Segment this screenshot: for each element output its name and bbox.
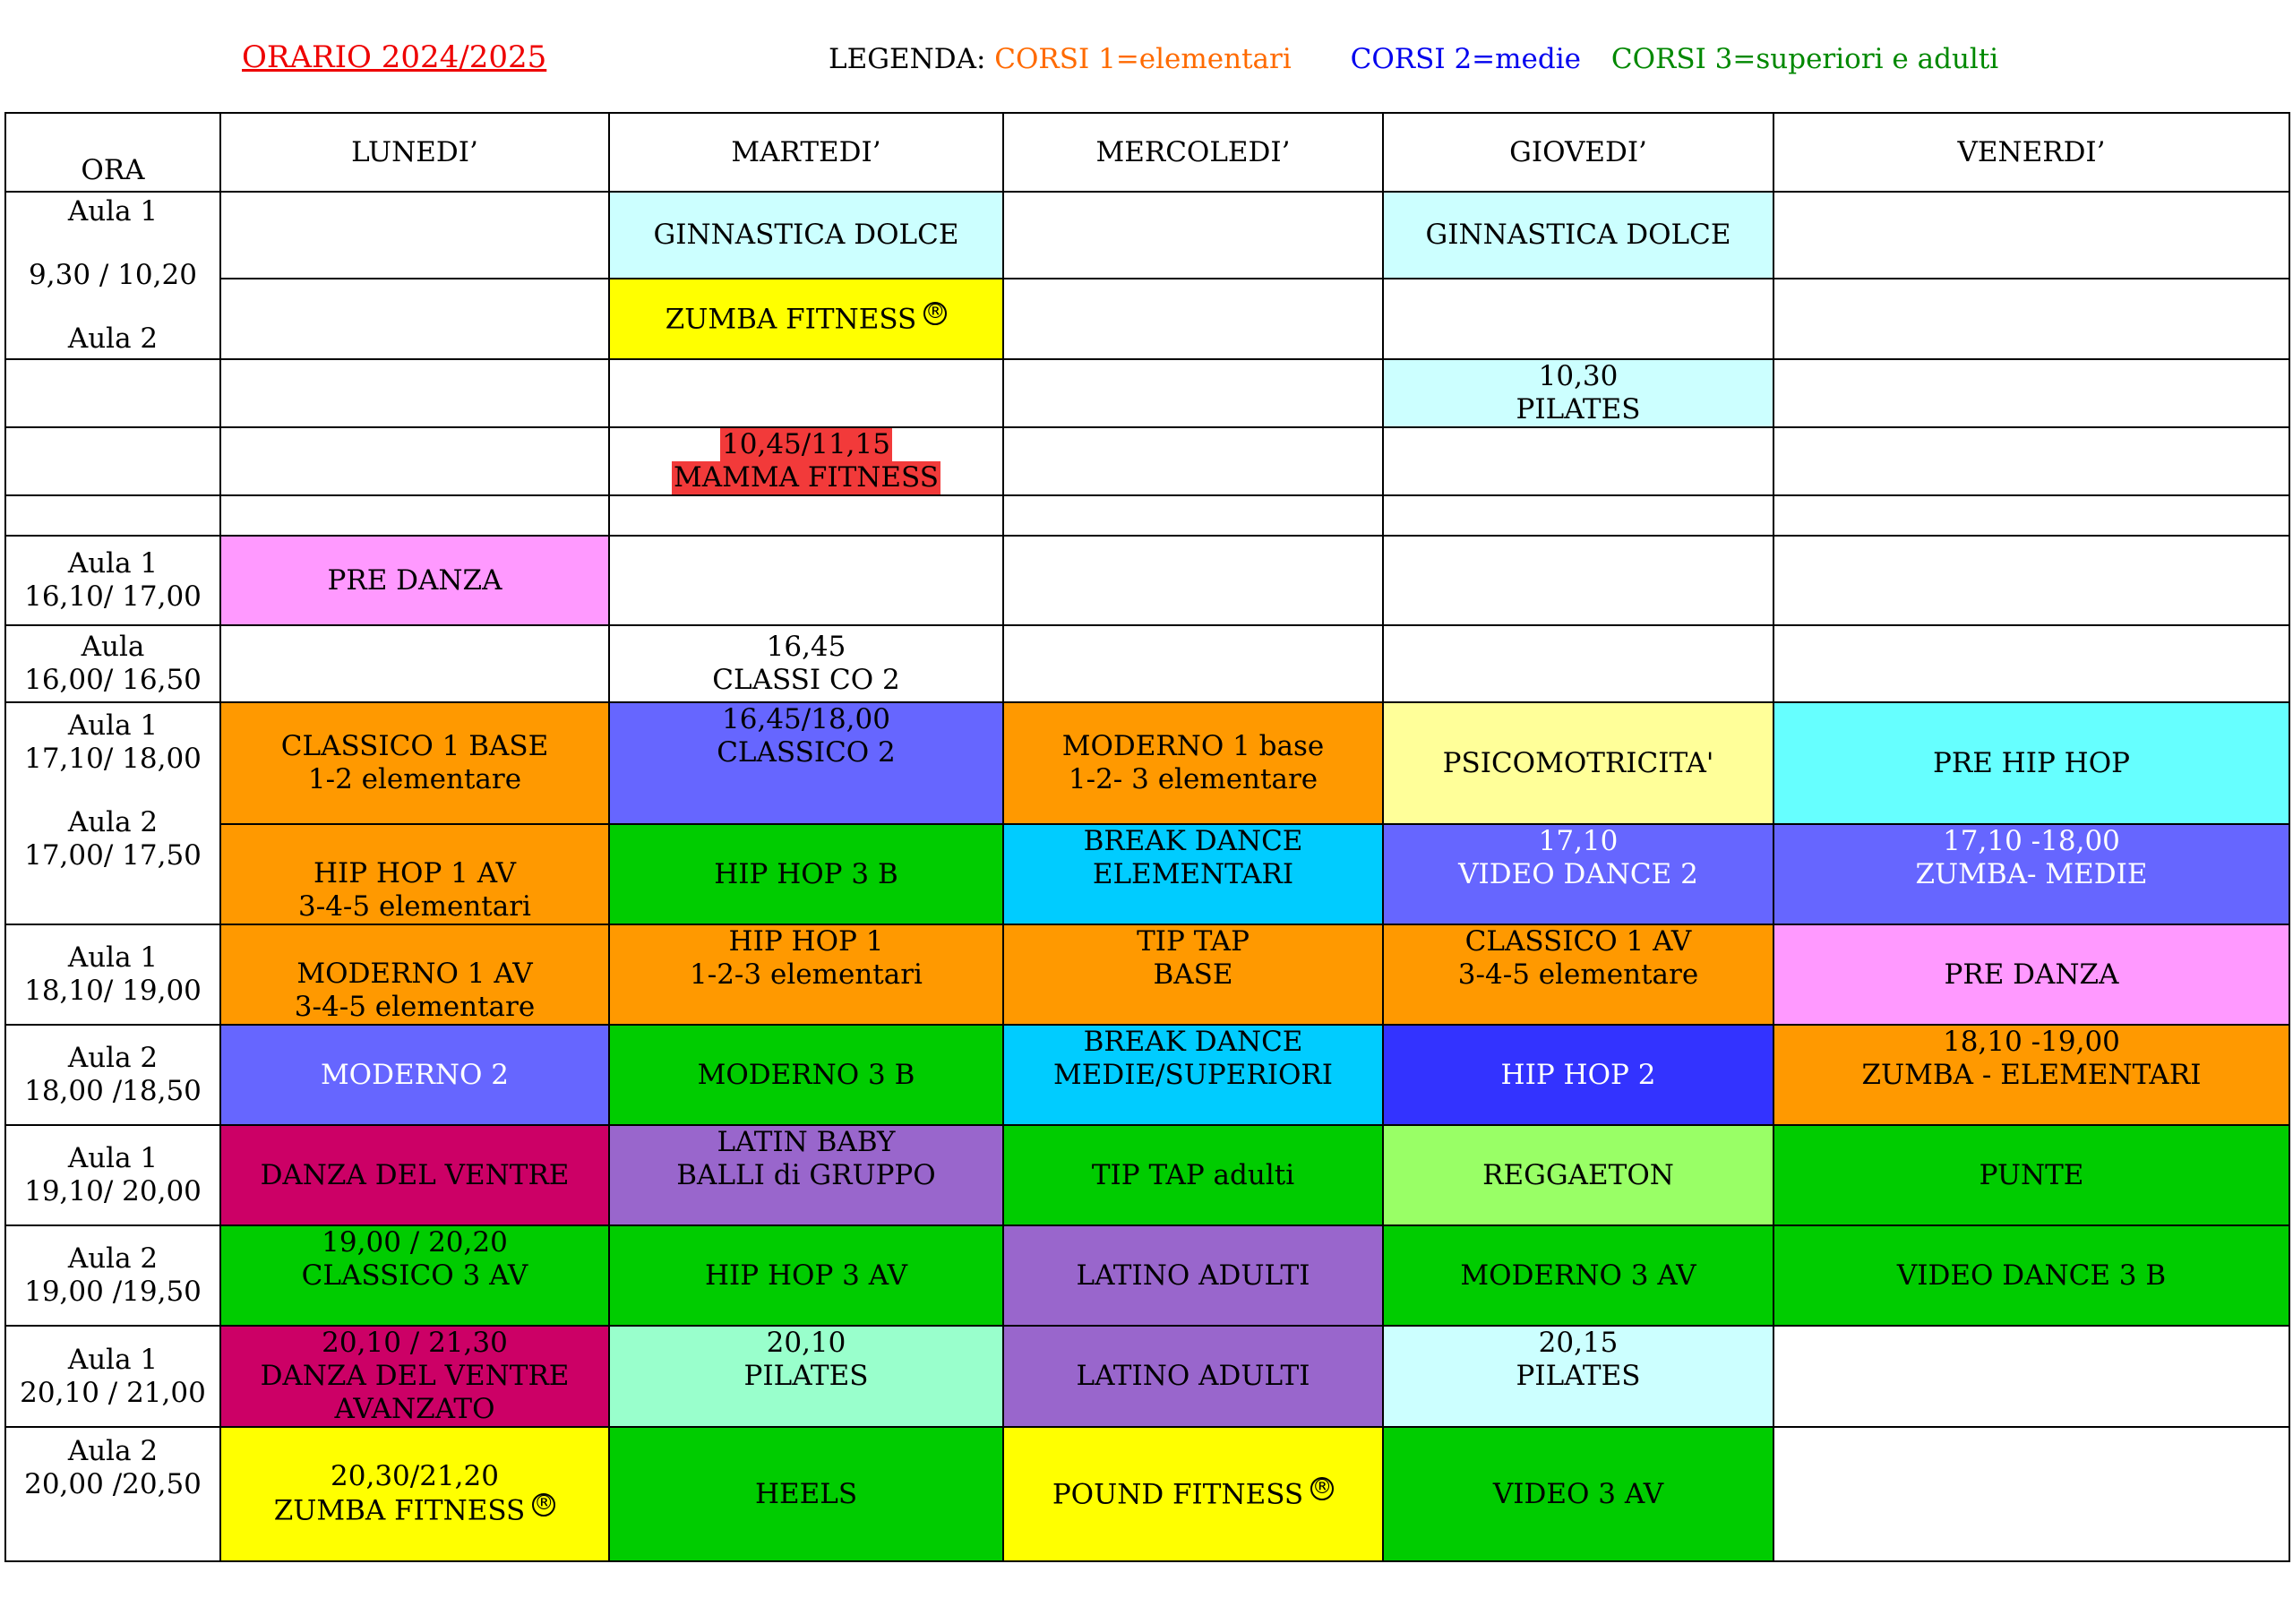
header: [0, 34, 2293, 88]
table-row: [5, 359, 2289, 427]
time-cell: [5, 536, 220, 625]
course-cell: PRE HIP HOP: [1773, 702, 2289, 824]
time-label: 17,10/ 18,00: [24, 743, 202, 775]
empty-cell: [1003, 536, 1383, 625]
timetable: [4, 112, 2290, 1562]
course-cell: [1003, 1025, 1383, 1125]
course-cell: [1003, 824, 1383, 924]
empty-cell: [220, 359, 609, 427]
course-cell: [1773, 824, 2289, 924]
empty-cell: [1003, 192, 1383, 279]
course-level: AVANZATO: [334, 1393, 495, 1425]
time-cell: [5, 1326, 220, 1427]
course-name: ZUMBA- MEDIE: [1915, 858, 2148, 890]
course-cell: REGGAETON: [1383, 1125, 1773, 1225]
course-cell: [1003, 924, 1383, 1025]
course-cell: [609, 1326, 1003, 1427]
time-cell: [5, 1427, 220, 1561]
time-cell: [5, 702, 220, 924]
time-label: Aula 1: [67, 1343, 159, 1376]
course-time: 16,45: [766, 631, 846, 663]
empty-cell: [609, 359, 1003, 427]
col-header-lunedi: LUNEDI’: [220, 113, 609, 192]
empty-cell: [1003, 427, 1383, 495]
course-cell: PRE DANZA: [1773, 924, 2289, 1025]
course-cell: VIDEO DANCE 3 B: [1773, 1225, 2289, 1326]
empty-cell: [1773, 625, 2289, 702]
empty-cell: [1773, 1326, 2289, 1427]
table-row: [5, 924, 2289, 1025]
table-row: [5, 279, 2289, 359]
course-name: ZUMBA - ELEMENTARI: [1861, 1059, 2202, 1091]
course-name: BREAK DANCE: [1083, 1026, 1303, 1058]
course-time: 20,15: [1538, 1327, 1619, 1359]
time-label: Aula 2: [67, 1435, 159, 1467]
course-name: POUND FITNESS: [1052, 1478, 1304, 1511]
time-label: 16,00/ 16,50: [24, 664, 202, 696]
empty-cell: [220, 625, 609, 702]
course-cell: [609, 625, 1003, 702]
table-row: [5, 824, 2289, 924]
course-name: CLASSICO 2: [717, 736, 896, 769]
course-cell: [1383, 359, 1773, 427]
course-cell: MODERNO 3 B: [609, 1025, 1003, 1125]
course-cell: [609, 702, 1003, 824]
empty-cell: [1003, 359, 1383, 427]
empty-cell: [1383, 279, 1773, 359]
course-name: BREAK DANCE: [1083, 825, 1303, 857]
course-time: 17,10 -18,00: [1943, 825, 2120, 857]
course-cell: [609, 1125, 1003, 1225]
course-level: MEDIE/SUPERIORI: [1053, 1059, 1333, 1091]
time-cell: [5, 625, 220, 702]
course-name: HIP HOP 1 AV: [313, 857, 516, 889]
legend-corsi-3: CORSI 3=superiori e adulti: [1610, 43, 1999, 75]
course-cell: LATINO ADULTI: [1003, 1326, 1383, 1427]
course-cell: LATINO ADULTI: [1003, 1225, 1383, 1326]
course-cell: DANZA DEL VENTRE: [220, 1125, 609, 1225]
time-label: Aula 1: [67, 1142, 159, 1174]
course-cell: PUNTE: [1773, 1125, 2289, 1225]
course-name: MAMMA FITNESS: [674, 461, 939, 494]
course-cell: [1003, 702, 1383, 824]
course-cell: MODERNO 3 AV: [1383, 1225, 1773, 1326]
course-name: PILATES: [1516, 393, 1641, 425]
time-label: Aula 2: [67, 806, 159, 838]
course-cell: [1003, 1427, 1383, 1561]
legend-label: LEGENDA:: [829, 43, 986, 75]
empty-cell: [1773, 1427, 2289, 1561]
course-cell: HIP HOP 2: [1383, 1025, 1773, 1125]
table-row: [5, 1326, 2289, 1427]
course-name: PILATES: [1516, 1360, 1641, 1392]
empty-cell: [220, 192, 609, 279]
course-cell: HEELS: [609, 1427, 1003, 1561]
table-row: [5, 1225, 2289, 1326]
course-name: LATIN BABY: [717, 1126, 896, 1158]
course-time: 20,10 / 21,30: [322, 1327, 508, 1359]
table-row: [5, 536, 2289, 625]
time-label: Aula 1: [67, 941, 159, 974]
course-cell: [220, 702, 609, 824]
table-row: [5, 1427, 2289, 1561]
course-name: MODERNO 1 AV: [296, 958, 533, 990]
empty-cell: [1773, 359, 2289, 427]
course-cell: [609, 279, 1003, 359]
empty-cell: [1003, 495, 1383, 536]
course-time: 18,10 -19,00: [1943, 1026, 2120, 1058]
table-row: [5, 1025, 2289, 1125]
course-name: DANZA DEL VENTRE: [260, 1360, 570, 1392]
course-name: ZUMBA FITNESS: [273, 1494, 526, 1527]
time-label: Aula 1: [67, 195, 159, 228]
empty-cell: [1383, 427, 1773, 495]
time-label: 18,00 /18,50: [24, 1075, 202, 1107]
empty-cell: [220, 279, 609, 359]
course-cell: PSICOMOTRICITA': [1383, 702, 1773, 824]
empty-cell: [1383, 495, 1773, 536]
course-cell: TIP TAP adulti: [1003, 1125, 1383, 1225]
legend: [829, 43, 1998, 75]
course-level: ELEMENTARI: [1092, 858, 1294, 890]
course-time: 10,30: [1538, 360, 1619, 392]
time-cell: [5, 1025, 220, 1125]
empty-cell: [1773, 192, 2289, 279]
time-cell: [5, 1225, 220, 1326]
table-row: [5, 495, 2289, 536]
course-cell: [1383, 824, 1773, 924]
course-name: BALLI di GRUPPO: [676, 1159, 936, 1191]
course-cell: GINNASTICA DOLCE: [609, 192, 1003, 279]
course-time: 19,00 / 20,20: [322, 1226, 508, 1259]
time-label: 20,10 / 21,00: [20, 1376, 206, 1409]
registered-icon: ®: [1312, 1475, 1333, 1499]
empty-cell: [1383, 625, 1773, 702]
course-name: CLASSICO 3 AV: [301, 1259, 528, 1292]
time-label: 20,00 /20,50: [24, 1468, 202, 1500]
course-cell: HIP HOP 3 AV: [609, 1225, 1003, 1326]
empty-cell: [609, 536, 1003, 625]
course-level: 3-4-5 elementare: [294, 991, 536, 1023]
course-cell: [1383, 924, 1773, 1025]
time-cell: [5, 192, 220, 359]
course-name: CLASSICO 1 AV: [1464, 925, 1692, 958]
course-cell: VIDEO 3 AV: [1383, 1427, 1773, 1561]
course-name: CLASSI CO 2: [712, 664, 900, 696]
page-title: ORARIO 2024/2025: [242, 39, 547, 75]
course-cell: [220, 924, 609, 1025]
course-name: VIDEO DANCE 2: [1458, 858, 1698, 890]
course-cell: [609, 924, 1003, 1025]
course-time: 16,45/18,00: [722, 703, 890, 735]
legend-corsi-1: CORSI 1=elementari: [994, 43, 1292, 75]
empty-cell: [1773, 536, 2289, 625]
time-label: Aula: [81, 631, 145, 663]
time-label: 19,10/ 20,00: [24, 1175, 202, 1207]
course-cell: [220, 1225, 609, 1326]
col-header-giovedi: GIOVEDI’: [1383, 113, 1773, 192]
course-time: 17,10: [1538, 825, 1619, 857]
table-row: [5, 192, 2289, 279]
time-label: 16,10/ 17,00: [24, 580, 202, 613]
time-cell: [5, 924, 220, 1025]
empty-cell: [220, 495, 609, 536]
table-row: [5, 427, 2289, 495]
empty-cell: [1003, 279, 1383, 359]
empty-cell: [1773, 427, 2289, 495]
legend-corsi-2: CORSI 2=medie: [1350, 43, 1581, 75]
course-name: TIP TAP: [1137, 925, 1250, 958]
time-label: Aula 2: [67, 1042, 159, 1074]
time-label: 18,10/ 19,00: [24, 975, 202, 1007]
course-cell: GINNASTICA DOLCE: [1383, 192, 1773, 279]
course-name: PILATES: [743, 1360, 869, 1392]
empty-cell: [609, 495, 1003, 536]
time-label: 19,00 /19,50: [24, 1276, 202, 1308]
course-cell: [220, 824, 609, 924]
empty-cell: [1773, 279, 2289, 359]
course-level: 1-2- 3 elementare: [1068, 763, 1318, 795]
empty-cell: [5, 359, 220, 427]
time-label: 9,30 / 10,20: [29, 259, 197, 291]
col-header-martedi: MARTEDI’: [609, 113, 1003, 192]
col-header-ora: ORA: [5, 113, 220, 192]
course-cell: PRE DANZA: [220, 536, 609, 625]
course-cell: MODERNO 2: [220, 1025, 609, 1125]
course-cell: HIP HOP 3 B: [609, 824, 1003, 924]
course-level: 1-2-3 elementari: [690, 958, 923, 991]
empty-cell: [220, 427, 609, 495]
registered-icon: ®: [925, 300, 946, 323]
registered-icon: ®: [534, 1492, 554, 1516]
table-row: [5, 625, 2289, 702]
course-cell: [1773, 1025, 2289, 1125]
course-time: 10,45/11,15: [722, 428, 890, 460]
empty-cell: [5, 427, 220, 495]
course-level: 3-4-5 elementare: [1457, 958, 1699, 991]
course-cell: [1383, 1326, 1773, 1427]
empty-cell: [1003, 625, 1383, 702]
course-time: 20,10: [766, 1327, 846, 1359]
course-cell: [220, 1326, 609, 1427]
col-header-venerdi: VENERDI’: [1773, 113, 2289, 192]
table-row: [5, 702, 2289, 824]
col-header-mercoledi: MERCOLEDI’: [1003, 113, 1383, 192]
empty-cell: [5, 495, 220, 536]
header-row: [5, 113, 2289, 192]
course-name: CLASSICO 1 BASE: [280, 730, 549, 762]
time-cell: [5, 1125, 220, 1225]
time-label: Aula 1: [67, 709, 159, 742]
course-level: 3-4-5 elementari: [298, 890, 531, 923]
empty-cell: [1383, 536, 1773, 625]
time-label: 17,00/ 17,50: [24, 839, 202, 872]
empty-cell: [1773, 495, 2289, 536]
time-label: Aula 1: [67, 547, 159, 580]
course-level: BASE: [1153, 958, 1233, 991]
course-name: ZUMBA FITNESS: [665, 303, 917, 336]
time-label: Aula 2: [67, 1242, 159, 1275]
course-level: 1-2 elementare: [307, 763, 522, 795]
course-time: 20,30/21,20: [331, 1460, 499, 1493]
course-name: MODERNO 1 base: [1061, 730, 1325, 762]
course-name: HIP HOP 1: [728, 925, 884, 958]
course-cell: [220, 1427, 609, 1561]
time-label: Aula 2: [67, 322, 159, 355]
table-row: [5, 1125, 2289, 1225]
course-cell: [609, 427, 1003, 495]
